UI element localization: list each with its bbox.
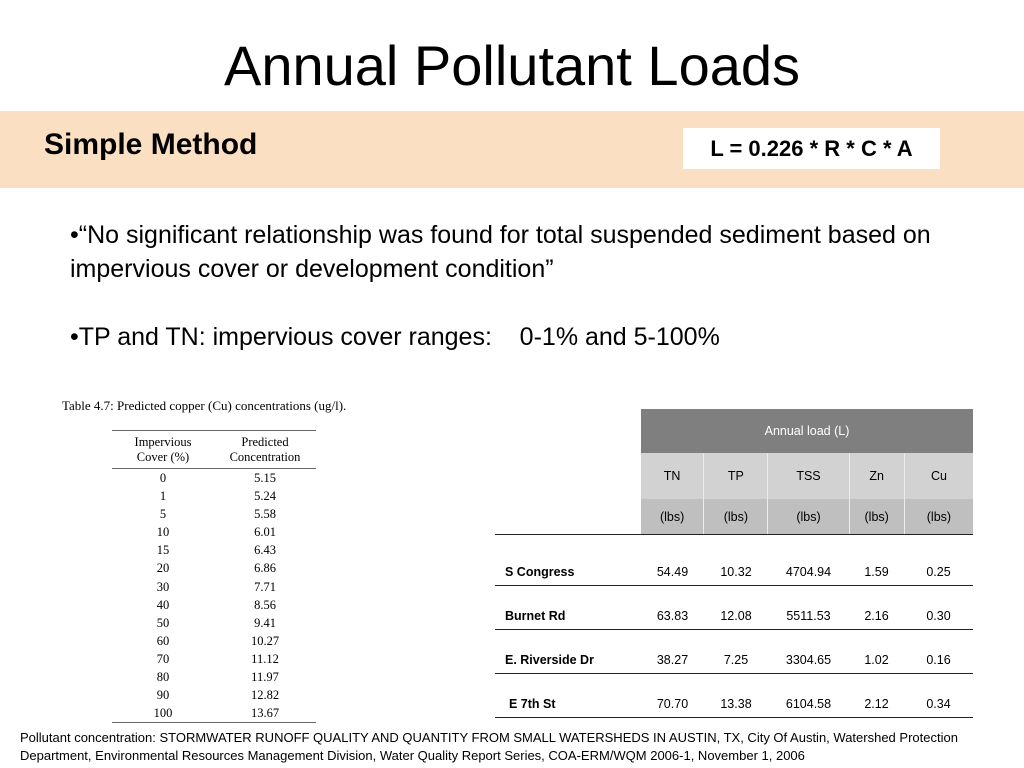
table-row: [112, 469, 316, 487]
cover-cell: 80: [156, 670, 170, 685]
table-row: [495, 550, 973, 594]
header-impervious-cover: Impervious Cover (%): [134, 435, 192, 464]
unit-cell: (lbs): [659, 509, 685, 524]
zn-value: 2.16: [864, 609, 889, 623]
zn-value: 1.59: [864, 565, 889, 579]
cover-cell: 100: [153, 706, 173, 721]
units-header-row: [641, 499, 973, 534]
table-row: [495, 594, 973, 638]
tss-value: 6104.58: [785, 697, 832, 711]
tss-value: 3304.65: [785, 653, 832, 667]
tss-value: 4704.94: [785, 565, 832, 579]
header-predicted-concentration: Predicted Concentration: [229, 435, 301, 464]
column-header-tp: TP: [703, 453, 767, 499]
bullet-tss: •“No significant relationship was found for total suspended sediment based on impervious cover or development condition”: [70, 221, 931, 283]
site-name: E. Riverside Dr: [505, 653, 594, 667]
cover-cell: 40: [156, 597, 170, 612]
column-header-tss: TSS: [767, 453, 848, 499]
tn-value: 54.49: [656, 565, 689, 579]
unit-cell: (lbs): [703, 499, 767, 534]
tn-value: 70.70: [656, 697, 689, 711]
table-row: [112, 487, 316, 505]
pollutant-header-row: [641, 453, 973, 499]
table-divider: [495, 585, 973, 586]
concentration-cell: 5.24: [254, 489, 276, 504]
cu-value: 0.34: [926, 697, 951, 711]
copper-table-caption: Table 4.7: Predicted copper (Cu) concentrations (ug/l).: [62, 398, 347, 413]
table-row: [112, 523, 316, 541]
tss-value: 5511.53: [786, 609, 831, 623]
cover-cell: 0: [159, 471, 167, 485]
cu-value: 0.25: [926, 565, 951, 579]
table-divider: [495, 629, 973, 630]
table-row: [112, 632, 316, 650]
table-row: [112, 505, 316, 523]
column-header-cu: Cu: [904, 453, 973, 499]
source-footnote: Pollutant concentration: STORMWATER RUNOFF QUALITY AND QUANTITY FROM SMALL WATERSHEDS IN AUSTIN, TX, City Of Austin, Watershed Protection Department, Environmental Resources Management Division, Water Quality Report Series, COA-ERM/WQM 2006-1, November 1, 2006: [20, 730, 958, 763]
concentration-cell: 13.67: [250, 706, 280, 721]
copper-table-figure: [62, 398, 347, 721]
table-row: [112, 559, 316, 577]
concentration-cell: 8.56: [254, 597, 276, 612]
copper-table-body: [112, 469, 316, 722]
table-row: [495, 638, 973, 682]
concentration-cell: 10.27: [250, 633, 280, 648]
cover-cell: 30: [156, 579, 170, 594]
table-row: [112, 596, 316, 614]
table-row: [112, 578, 316, 596]
table-row: [112, 704, 316, 722]
table-row: [112, 541, 316, 559]
cu-value: 0.16: [926, 653, 951, 667]
tp-value: 13.38: [720, 697, 752, 711]
concentration-cell: 5.58: [254, 507, 276, 522]
concentration-cell: 11.97: [251, 670, 279, 685]
table-divider: [495, 534, 973, 535]
cu-value: 0.30: [926, 609, 951, 623]
table-divider: [495, 717, 973, 718]
column-header-zn: Zn: [849, 453, 904, 499]
unit-cell: (lbs): [767, 499, 848, 534]
tp-value: 7.25: [723, 653, 749, 667]
slide-title: Annual Pollutant Loads: [224, 34, 800, 97]
unit-cell: (lbs): [904, 499, 973, 534]
cover-cell: 5: [159, 507, 167, 522]
zn-value: 2.12: [864, 697, 889, 711]
table-row: [112, 686, 316, 704]
column-header-tn: TN: [663, 469, 681, 483]
concentration-cell: 9.41: [254, 615, 276, 630]
site-name: Burnet Rd: [505, 609, 566, 623]
concentration-cell: 5.15: [254, 471, 276, 485]
copper-table: [112, 430, 316, 723]
table-row: [112, 614, 316, 632]
cover-cell: 20: [156, 561, 170, 576]
cover-cell: 15: [156, 543, 170, 558]
cover-cell: 50: [156, 615, 170, 630]
tp-value: 12.08: [720, 609, 752, 623]
cover-cell: 1: [159, 489, 167, 504]
concentration-cell: 11.12: [251, 651, 279, 666]
concentration-cell: 6.86: [254, 561, 276, 576]
bullet-tp-tn: •TP and TN: impervious cover ranges: 0-1% and 5-100%: [70, 323, 720, 351]
tn-value: 38.27: [656, 653, 689, 667]
table-row: [112, 668, 316, 686]
cover-cell: 90: [156, 688, 170, 703]
unit-cell: (lbs): [849, 499, 904, 534]
tp-value: 10.32: [720, 565, 752, 579]
cover-cell: 60: [156, 633, 170, 648]
method-label: Simple Method: [44, 128, 258, 161]
zn-value: 1.02: [864, 653, 889, 667]
concentration-cell: 7.71: [254, 579, 276, 594]
tn-value: 63.83: [656, 609, 689, 623]
table-row: [112, 650, 316, 668]
cover-cell: 70: [156, 651, 170, 666]
table-divider: [495, 673, 973, 674]
concentration-cell: 12.82: [250, 688, 280, 703]
site-name: S Congress: [505, 565, 575, 579]
cover-cell: 10: [156, 525, 170, 540]
table-row: [495, 682, 973, 726]
concentration-cell: 6.01: [254, 525, 276, 540]
annual-load-header: Annual load (L): [641, 409, 973, 453]
formula-box: L = 0.226 * R * C * A: [683, 128, 940, 169]
concentration-cell: 6.43: [254, 543, 276, 558]
copper-table-header: [112, 431, 316, 469]
site-name: E 7th St: [509, 697, 556, 711]
